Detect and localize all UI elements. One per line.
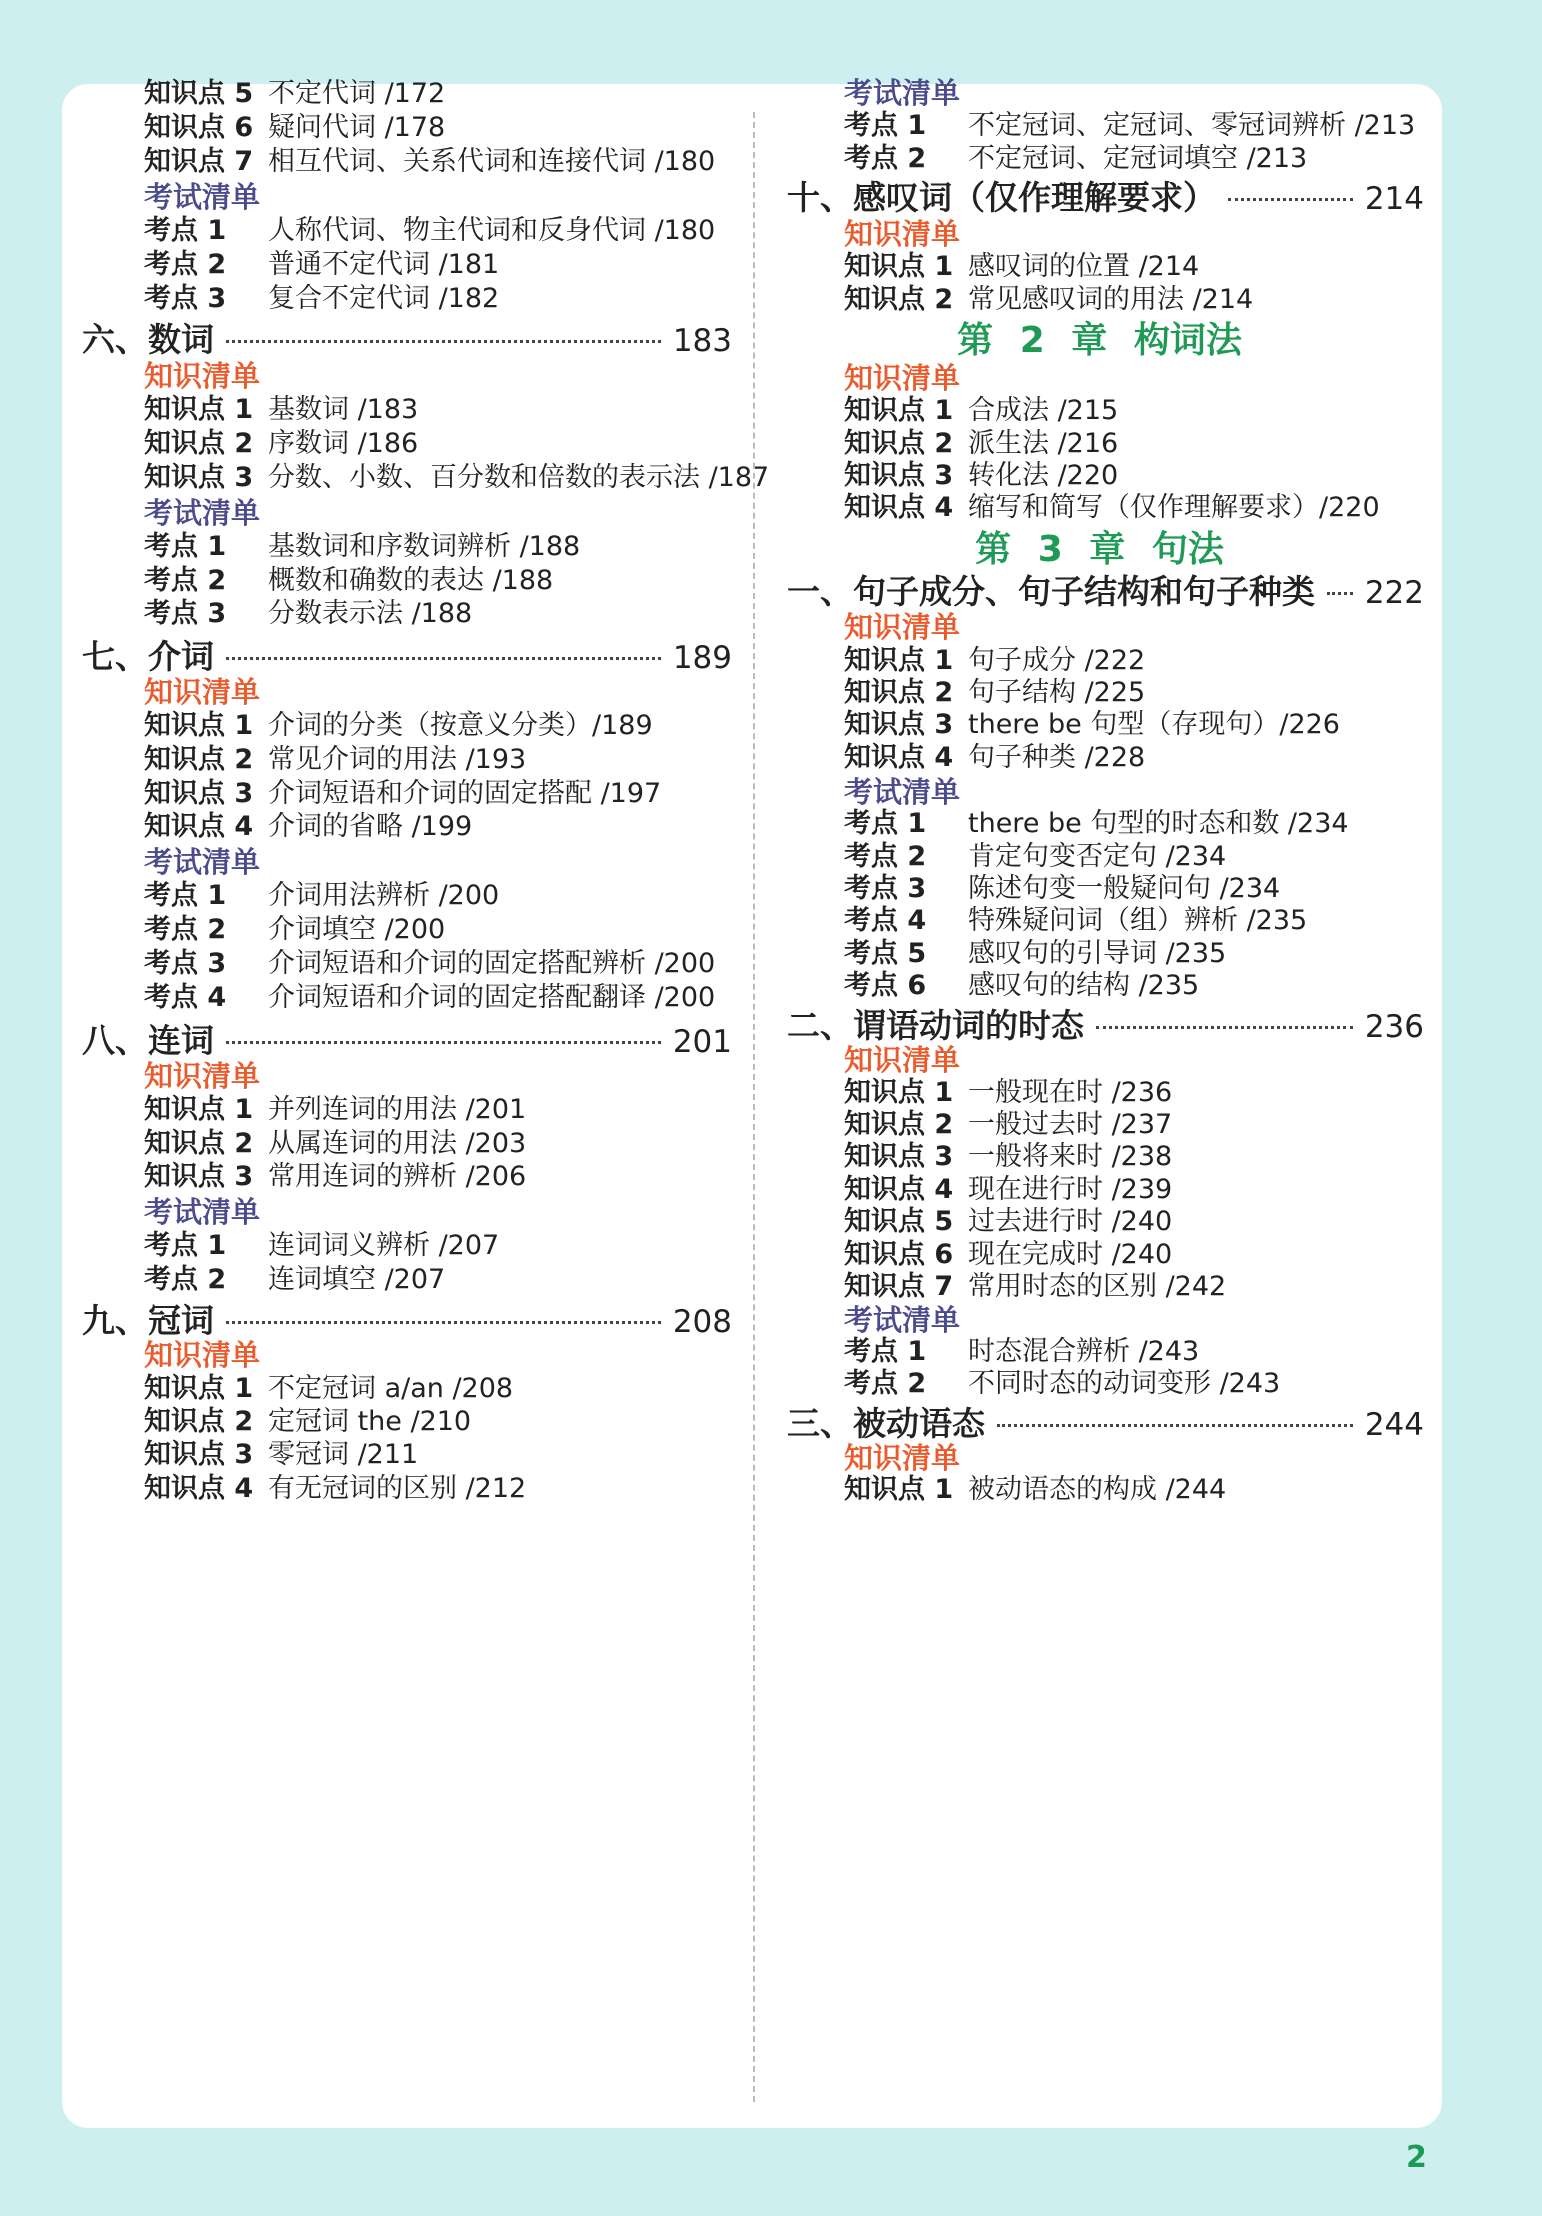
dot-leader	[226, 657, 661, 660]
entry-label: 知识点 3	[844, 709, 954, 740]
entry-text: 现在完成时 /240	[968, 1239, 1173, 1270]
entry-text: 常见介词的用法 /193	[268, 744, 527, 775]
toc-entry	[62, 1262, 742, 1298]
entry-text: 从属连词的用法 /203	[268, 1128, 527, 1159]
page-number: 2	[1406, 2140, 1427, 2175]
dot-leader	[226, 1321, 661, 1324]
entry-label: 考点 1	[144, 215, 227, 246]
entry-text: 感叹句的引导词 /235	[968, 938, 1227, 969]
entry-text: 相互代词、关系代词和连接代词 /180	[268, 146, 716, 177]
section-page-number: 189	[672, 640, 732, 676]
entry-label: 考点 1	[144, 1230, 227, 1261]
entry-label: 考点 3	[144, 598, 227, 629]
toc-entry	[767, 1237, 1432, 1273]
entry-text: 基数词 /183	[268, 394, 419, 425]
exam-list-heading: 考试清单	[144, 1195, 261, 1229]
entry-text: 不同时态的动词变形 /243	[968, 1368, 1281, 1399]
toc-entry	[62, 1404, 742, 1440]
entry-text: 缩写和简写（仅作理解要求）/220	[968, 492, 1380, 523]
toc-entry	[767, 1269, 1432, 1305]
entry-label: 知识点 3	[144, 778, 254, 809]
entry-text: 介词用法辨析 /200	[268, 880, 500, 911]
toc-entry	[767, 871, 1432, 907]
toc-entry	[62, 426, 742, 462]
exam-list-heading: 考试清单	[844, 76, 961, 110]
toc-entry	[62, 1159, 742, 1195]
entry-label: 考点 2	[144, 1264, 227, 1295]
entry-label: 知识点 2	[144, 1406, 254, 1437]
toc-entry	[767, 806, 1432, 842]
entry-label: 考点 1	[144, 880, 227, 911]
toc-entry	[767, 1172, 1432, 1208]
entry-label: 知识点 4	[844, 742, 954, 773]
section-title: 十、感叹词（仅作理解要求）	[787, 178, 1216, 217]
section-page-number: 201	[672, 1024, 732, 1060]
entry-label: 知识点 2	[844, 284, 954, 315]
section-page-number: 236	[1364, 1009, 1424, 1045]
section-title: 七、介词	[82, 637, 214, 676]
entry-text: 定冠词 the /210	[268, 1406, 472, 1437]
section-title: 八、连词	[82, 1021, 214, 1060]
entry-label: 知识点 3	[144, 1161, 254, 1192]
entry-label: 知识点 1	[844, 395, 954, 426]
entry-text: 普通不定代词 /181	[268, 249, 500, 280]
entry-label: 知识点 2	[144, 1128, 254, 1159]
entry-label: 考点 3	[144, 948, 227, 979]
entry-label: 知识点 2	[844, 428, 954, 459]
toc-entry	[767, 968, 1432, 1004]
entry-text: 连词填空 /207	[268, 1264, 446, 1295]
section-page-number: 214	[1364, 181, 1424, 217]
entry-text: 派生法 /216	[968, 428, 1119, 459]
section-page-number: 244	[1364, 1407, 1424, 1443]
toc-entry	[767, 740, 1432, 776]
toc-entry	[767, 1472, 1432, 1508]
entry-label: 知识点 2	[844, 1109, 954, 1140]
dot-leader	[997, 1424, 1353, 1427]
toc-entry	[62, 1228, 742, 1264]
knowledge-list-heading: 知识清单	[844, 361, 961, 395]
toc-entry	[767, 936, 1432, 972]
toc-entry	[62, 281, 742, 317]
entry-label: 考点 2	[844, 841, 927, 872]
knowledge-list-heading: 知识清单	[844, 217, 961, 251]
toc-entry	[767, 282, 1432, 318]
entry-text: 转化法 /220	[968, 460, 1119, 491]
toc-entry	[62, 776, 742, 812]
toc-entry	[767, 1204, 1432, 1240]
entry-text: 分数表示法 /188	[268, 598, 473, 629]
toc-entry	[62, 529, 742, 565]
dot-leader	[1228, 198, 1353, 201]
entry-label: 考点 2	[144, 914, 227, 945]
entry-text: 常用时态的区别 /242	[968, 1271, 1227, 1302]
toc-entry	[62, 596, 742, 632]
section-page-number: 208	[672, 1304, 732, 1340]
entry-label: 考点 2	[844, 1368, 927, 1399]
entry-label: 知识点 1	[844, 251, 954, 282]
entry-label: 考点 4	[144, 982, 227, 1013]
toc-entry	[767, 141, 1432, 177]
section-title: 二、谓语动词的时态	[787, 1006, 1084, 1045]
dot-leader	[226, 340, 661, 343]
entry-text: 连词词义辨析 /207	[268, 1230, 500, 1261]
entry-label: 知识点 1	[844, 1077, 954, 1108]
toc-entry	[767, 393, 1432, 429]
entry-label: 知识点 1	[144, 1094, 254, 1125]
entry-label: 知识点 5	[844, 1206, 954, 1237]
toc-entry	[767, 675, 1432, 711]
entry-text: 疑问代词 /178	[268, 112, 446, 143]
entry-text: 介词填空 /200	[268, 914, 446, 945]
entry-text: 复合不定代词 /182	[268, 283, 500, 314]
toc-entry	[767, 108, 1432, 144]
toc-page	[62, 76, 1442, 2128]
toc-entry	[62, 1092, 742, 1128]
toc-entry	[62, 912, 742, 948]
entry-text: 合成法 /215	[968, 395, 1119, 426]
entry-label: 知识点 3	[144, 1439, 254, 1470]
toc-entry	[62, 144, 742, 180]
entry-label: 考点 1	[844, 808, 927, 839]
entry-text: 一般现在时 /236	[968, 1077, 1173, 1108]
toc-entry	[62, 392, 742, 428]
section-title: 一、句子成分、句子结构和句子种类	[787, 572, 1315, 611]
entry-label: 考点 2	[144, 249, 227, 280]
entry-text: 常见感叹词的用法 /214	[968, 284, 1254, 315]
toc-entry	[62, 76, 742, 112]
knowledge-list-heading: 知识清单	[844, 1441, 961, 1475]
entry-label: 知识点 4	[844, 492, 954, 523]
toc-entry	[767, 1366, 1432, 1402]
section-title: 三、被动语态	[787, 1404, 985, 1443]
entry-text: 有无冠词的区别 /212	[268, 1473, 527, 1504]
entry-label: 知识点 1	[844, 645, 954, 676]
dot-leader	[1096, 1026, 1353, 1029]
entry-text: 一般将来时 /238	[968, 1141, 1173, 1172]
entry-label: 知识点 4	[144, 811, 254, 842]
toc-entry	[767, 458, 1432, 494]
knowledge-list-heading: 知识清单	[144, 675, 261, 709]
knowledge-list-heading: 知识清单	[144, 1059, 261, 1093]
entry-text: 感叹词的位置 /214	[968, 251, 1200, 282]
section-heading	[767, 176, 1432, 221]
entry-text: 感叹句的结构 /235	[968, 970, 1200, 1001]
entry-text: 特殊疑问词（组）辨析 /235	[968, 905, 1308, 936]
toc-entry	[62, 708, 742, 744]
exam-list-heading: 考试清单	[144, 845, 261, 879]
entry-label: 知识点 2	[144, 428, 254, 459]
knowledge-list-heading: 知识清单	[844, 610, 961, 644]
entry-text: 句子成分 /222	[968, 645, 1146, 676]
entry-text: 分数、小数、百分数和倍数的表示法 /187	[268, 462, 770, 493]
entry-text: 现在进行时 /239	[968, 1174, 1173, 1205]
toc-entry	[767, 707, 1432, 743]
entry-text: 过去进行时 /240	[968, 1206, 1173, 1237]
toc-entry	[767, 249, 1432, 285]
entry-text: 陈述句变一般疑问句 /234	[968, 873, 1281, 904]
knowledge-list-heading: 知识清单	[844, 1043, 961, 1077]
toc-entry	[62, 1437, 742, 1473]
exam-list-heading: 考试清单	[844, 1303, 961, 1337]
entry-text: 不定冠词 a/an /208	[268, 1373, 514, 1404]
toc-entry	[62, 1126, 742, 1162]
entry-text: there be 句型（存现句）/226	[968, 709, 1340, 740]
toc-entry	[62, 946, 742, 982]
entry-label: 知识点 1	[144, 1373, 254, 1404]
entry-text: 介词的分类（按意义分类）/189	[268, 710, 653, 741]
entry-label: 考点 1	[844, 110, 927, 141]
toc-entry	[62, 563, 742, 599]
entry-label: 考点 5	[844, 938, 927, 969]
toc-entry	[767, 643, 1432, 679]
toc-entry	[62, 460, 770, 496]
section-page-number: 222	[1364, 575, 1424, 611]
entry-text: 介词的省略 /199	[268, 811, 473, 842]
knowledge-list-heading: 知识清单	[144, 1338, 261, 1372]
toc-entry	[62, 809, 742, 845]
toc-entry	[62, 213, 742, 249]
exam-list-heading: 考试清单	[844, 775, 961, 809]
entry-text: 一般过去时 /237	[968, 1109, 1173, 1140]
entry-label: 知识点 7	[844, 1271, 954, 1302]
entry-text: 介词短语和介词的固定搭配辨析 /200	[268, 948, 716, 979]
chapter-heading: 第 2 章 构词法	[957, 320, 1242, 361]
dot-leader	[1327, 592, 1353, 595]
exam-list-heading: 考试清单	[144, 496, 261, 530]
entry-label: 考点 1	[844, 1336, 927, 1367]
toc-entry	[767, 1107, 1432, 1143]
toc-entry	[62, 980, 742, 1016]
column-divider	[753, 112, 755, 2102]
entry-label: 知识点 1	[844, 1474, 954, 1505]
knowledge-list-heading: 知识清单	[144, 359, 261, 393]
chapter-heading: 第 3 章 句法	[975, 529, 1224, 570]
toc-entry	[767, 426, 1432, 462]
entry-text: 句子结构 /225	[968, 677, 1146, 708]
entry-label: 考点 6	[844, 970, 927, 1001]
entry-text: 序数词 /186	[268, 428, 419, 459]
entry-text: 介词短语和介词的固定搭配 /197	[268, 778, 662, 809]
entry-text: 不定代词 /172	[268, 78, 446, 109]
entry-label: 知识点 6	[144, 112, 254, 143]
entry-text: 句子种类 /228	[968, 742, 1146, 773]
toc-entry	[767, 903, 1432, 939]
entry-label: 考点 2	[144, 565, 227, 596]
entry-text: 概数和确数的表达 /188	[268, 565, 554, 596]
entry-label: 考点 3	[144, 283, 227, 314]
toc-entry	[62, 1371, 742, 1407]
entry-label: 知识点 7	[144, 146, 254, 177]
exam-list-heading: 考试清单	[144, 180, 261, 214]
toc-entry	[62, 878, 742, 914]
entry-text: 不定冠词、定冠词填空 /213	[968, 143, 1308, 174]
entry-label: 知识点 3	[844, 1141, 954, 1172]
entry-text: there be 句型的时态和数 /234	[968, 808, 1349, 839]
entry-label: 知识点 4	[844, 1174, 954, 1205]
entry-text: 零冠词 /211	[268, 1439, 419, 1470]
entry-text: 肯定句变否定句 /234	[968, 841, 1227, 872]
toc-entry	[62, 247, 742, 283]
entry-label: 知识点 1	[144, 394, 254, 425]
entry-label: 知识点 3	[844, 460, 954, 491]
dot-leader	[226, 1041, 661, 1044]
toc-entry	[62, 1471, 742, 1507]
entry-text: 不定冠词、定冠词、零冠词辨析 /213	[968, 110, 1416, 141]
entry-text: 被动语态的构成 /244	[968, 1474, 1227, 1505]
toc-entry	[62, 742, 742, 778]
entry-label: 考点 3	[844, 873, 927, 904]
entry-label: 知识点 2	[844, 677, 954, 708]
entry-text: 介词短语和介词的固定搭配翻译 /200	[268, 982, 716, 1013]
entry-label: 知识点 5	[144, 78, 254, 109]
section-title: 六、数词	[82, 320, 214, 359]
section-heading	[62, 318, 742, 363]
entry-text: 并列连词的用法 /201	[268, 1094, 527, 1125]
entry-label: 知识点 2	[144, 744, 254, 775]
entry-label: 知识点 1	[144, 710, 254, 741]
toc-entry	[767, 1334, 1432, 1370]
toc-entry	[62, 110, 742, 146]
entry-text: 基数词和序数词辨析 /188	[268, 531, 581, 562]
toc-entry	[767, 839, 1432, 875]
entry-label: 考点 2	[844, 143, 927, 174]
toc-entry	[767, 490, 1432, 526]
entry-label: 知识点 3	[144, 462, 254, 493]
toc-entry	[767, 1075, 1432, 1111]
section-title: 九、冠词	[82, 1301, 214, 1340]
toc-entry	[767, 1139, 1432, 1175]
entry-label: 考点 4	[844, 905, 927, 936]
entry-label: 考点 1	[144, 531, 227, 562]
entry-text: 时态混合辨析 /243	[968, 1336, 1200, 1367]
entry-label: 知识点 6	[844, 1239, 954, 1270]
entry-text: 常用连词的辨析 /206	[268, 1161, 527, 1192]
entry-text: 人称代词、物主代词和反身代词 /180	[268, 215, 716, 246]
entry-label: 知识点 4	[144, 1473, 254, 1504]
section-page-number: 183	[672, 323, 732, 359]
